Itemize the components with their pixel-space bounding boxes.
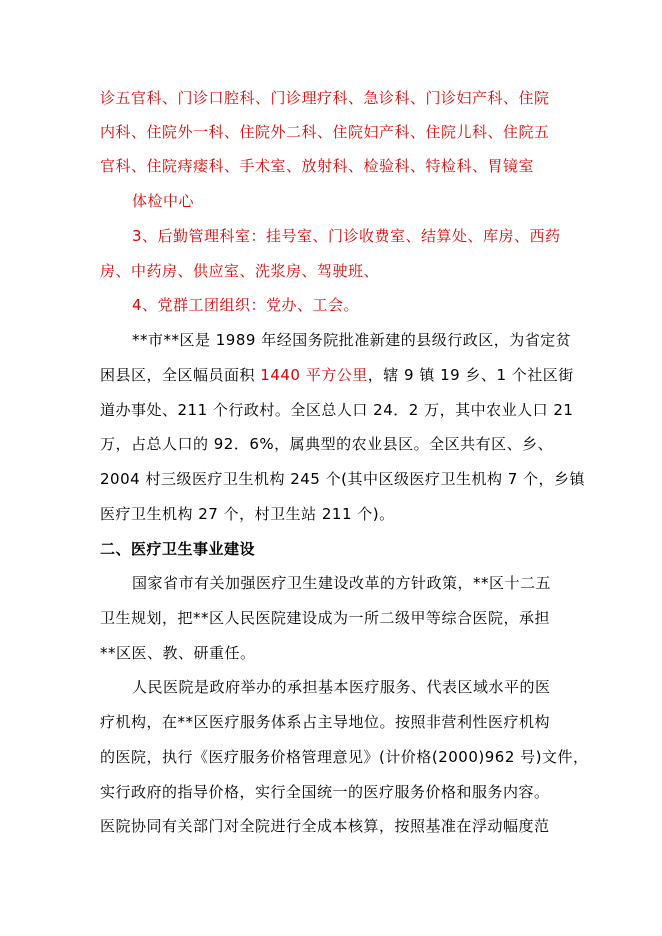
text-line-18: 人民医院是政府举办的承担基本医疗服务、代表区域水平的医 bbox=[132, 678, 551, 696]
text-line-8 bbox=[132, 330, 571, 350]
text-line-19: 疗机构，在**区医疗服务体系占主导地位。按照非营利性医疗机构 bbox=[100, 713, 551, 731]
text-line-15: 国家省市有关加强医疗卫生建设改革的方针政策，**区十二五 bbox=[132, 574, 552, 592]
text-segment: **市**区是 1989 年经国务院批准新建的县级行政区，为省定贫 bbox=[132, 331, 572, 349]
text-line-22: 医院协同有关部门对全院进行全成本核算，按照基准在浮动幅度范 bbox=[100, 817, 550, 835]
text-line-3: 官科、住院痔瘘科、手术室、放射科、检验科、特检科、胃镜室 bbox=[100, 157, 535, 175]
text-line-2: 内科、住院外一科、住院外二科、住院妇产科、住院儿科、住院五 bbox=[100, 123, 550, 141]
text-line-6: 房、中药房、供应室、洗浆房、驾驶班、 bbox=[100, 262, 380, 280]
text-line-17: **区医、教、研重任。 bbox=[100, 644, 256, 662]
text-line-12: 2004 村三级医疗卫生机构 245 个(其中区级医疗卫生机构 7 个，乡镇 bbox=[100, 470, 586, 488]
text-line-11: 万，占总人口的 92．6%，属典型的农业县区。全区共有区、乡、 bbox=[100, 435, 554, 453]
section-heading: 二、医疗卫生事业建设 bbox=[100, 540, 256, 558]
text-line-10: 道办事处、211 个行政村。全区总人口 24．2 万，其中农业人口 21 bbox=[100, 401, 574, 419]
text-line-7: 4、党群工团组织：党办、工会。 bbox=[132, 296, 360, 314]
text-segment: 困县区，全区幅员面积 bbox=[100, 366, 261, 384]
text-line-4: 体检中心 bbox=[132, 192, 195, 210]
text-line-9 bbox=[100, 365, 574, 385]
text-line-5: 3、后勤管理科室：挂号室、门诊收费室、结算处、库房、西药 bbox=[132, 227, 561, 245]
text-line-20: 的医院，执行《医疗服务价格管理意见》(计价格(2000)962 号)文件， bbox=[100, 748, 589, 766]
text-line-13: 医疗卫生机构 27 个，村卫生站 211 个)。 bbox=[100, 505, 395, 523]
area-highlight: 1440 平方公里 bbox=[260, 366, 368, 384]
text-line-1: 诊五官科、门诊口腔科、门诊理疗科、急诊科、门诊妇产科、住院 bbox=[100, 89, 550, 107]
text-line-21: 实行政府的指导价格，实行全国统一的医疗服务价格和服务内容。 bbox=[100, 783, 550, 801]
text-segment: ，辖 9 镇 19 乡、1 个社区街 bbox=[367, 366, 574, 384]
text-line-16: 卫生规划，把**区人民医院建设成为一所二级甲等综合医院，承担 bbox=[100, 609, 551, 627]
